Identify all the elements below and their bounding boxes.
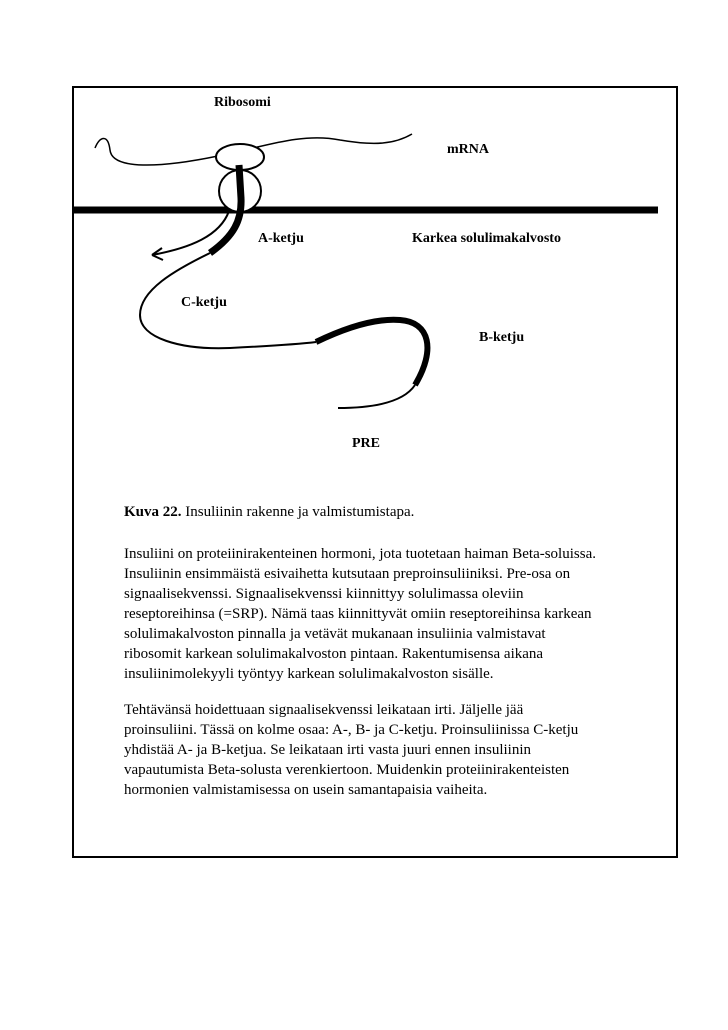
- label-pre: PRE: [352, 436, 380, 451]
- paragraph-1: [124, 544, 684, 684]
- text-line: reseptoreihinsa (=SRP). Nämä taas kiinnittyvät omiin reseptoreihinsa karkean: [124, 606, 592, 622]
- caption-number: Kuva 22.: [124, 504, 182, 520]
- label-b-chain: B-ketju: [479, 330, 525, 345]
- text-line: yhdistää A- ja B-ketjua. Se leikataan irti vasta juuri ennen insuliinin: [124, 742, 531, 758]
- label-mrna: mRNA: [447, 142, 489, 157]
- text-line: signaalisekvenssi. Signaalisekvenssi kiinnittyy solulimassa oleviin: [124, 586, 524, 602]
- text-line: proinsuliini. Tässä on kolme osaa: A-, B- ja C-ketju. Proinsuliinissa C-ketju: [124, 722, 579, 738]
- c-chain: [140, 253, 316, 348]
- insulin-synthesis-diagram: [0, 0, 728, 500]
- caption-text: Insuliinin rakenne ja valmistumistapa.: [181, 504, 415, 520]
- label-er: Karkea solulimakalvosto: [412, 231, 561, 246]
- text-line: hormonien valmistamisessa on usein samantapaisia vaiheita.: [124, 782, 488, 798]
- text-line: Insuliini on proteiinirakenteinen hormoni, jota tuotetaan haiman Beta-soluissa.: [124, 546, 596, 562]
- text-line: Insuliinin ensimmäistä esivaihetta kutsutaan preproinsuliiniksi. Pre-osa on: [124, 566, 571, 582]
- text-line: solulimakalvoston pinnalla ja vetävät mukanaan insuliinia valmistavat: [124, 626, 546, 642]
- b-chain: [316, 320, 427, 385]
- text-line: vapautumista Beta-solusta verenkiertoon. Muidenkin proteiinirakenteisten: [124, 762, 570, 778]
- pre-sequence: [338, 385, 415, 408]
- text-line: insuliinimolekyyli työntyy karkean solulimakalvoston sisälle.: [124, 666, 494, 682]
- text-line: Tehtävänsä hoidettuaan signaalisekvenssi leikataan irti. Jäljelle jää: [124, 702, 524, 718]
- label-c-chain: C-ketju: [181, 295, 227, 310]
- figure-caption: [124, 504, 414, 521]
- text-line: ribosomit karkean solulimakalvoston pintaan. Rakentumisensa aikana: [124, 646, 544, 662]
- label-a-chain: A-ketju: [258, 231, 304, 246]
- paragraph-2: [124, 700, 684, 800]
- label-ribosome: Ribosomi: [214, 95, 271, 110]
